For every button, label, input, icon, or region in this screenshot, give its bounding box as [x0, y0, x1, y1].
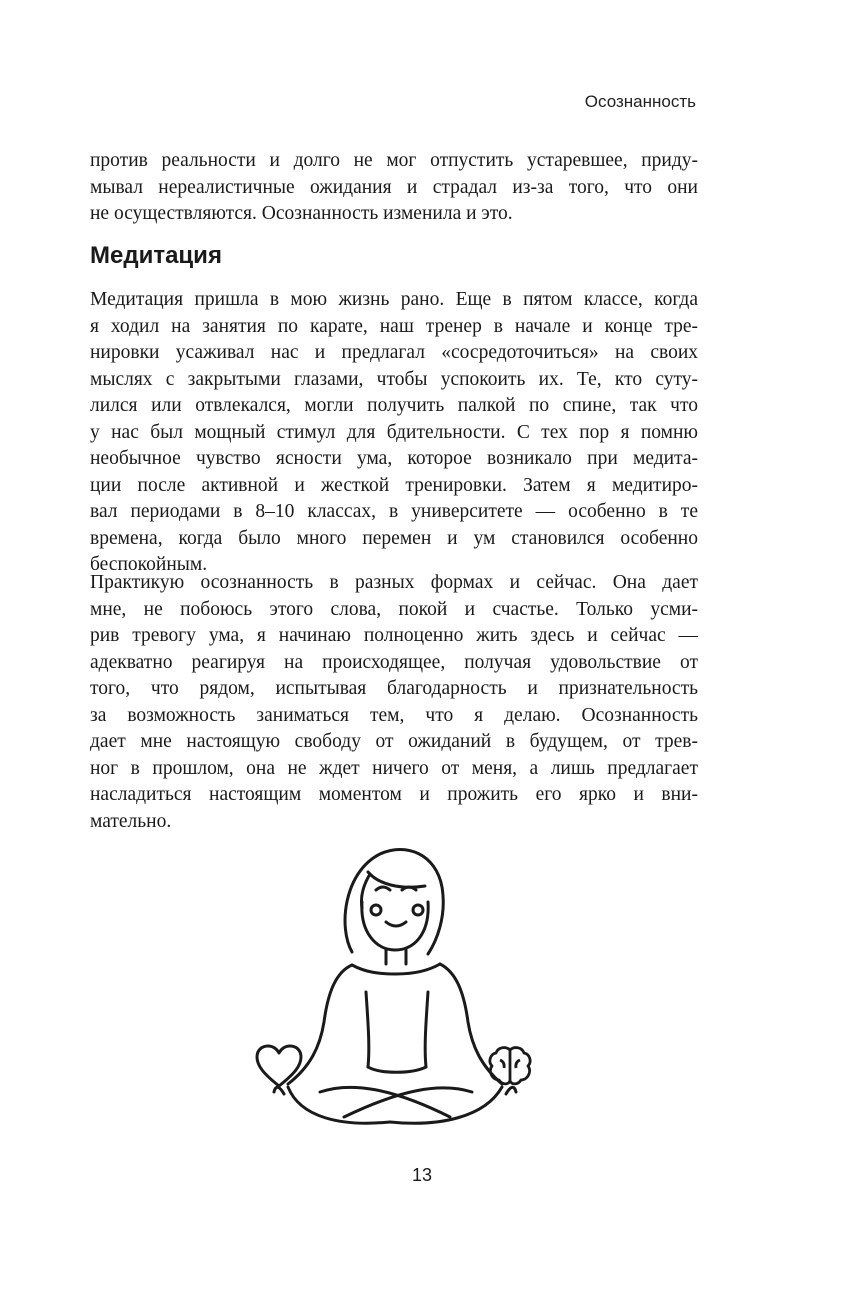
text-line: того, что рядом, испытывая благодарность и признательность: [90, 678, 698, 699]
text-line: мывал нереалистичные ожидания и страдал из-за того, что они: [90, 176, 698, 198]
text-line: мне, не побоюсь этого слова, покой и счастье. Только усми-: [90, 598, 698, 620]
intro-paragraph: [90, 148, 698, 228]
text-line: насладиться настоящим моментом и прожить его ярко и вни-: [90, 784, 698, 805]
text-line: адекватно реагируя на происходящее, получая удовольствие от: [90, 651, 698, 673]
meditating-woman-icon: [240, 832, 540, 1137]
page-number: 13: [411, 1165, 433, 1185]
text-line: ции после активной и жесткой тренировки. Затем я медитиро-: [90, 474, 698, 496]
paragraph-1: [90, 287, 698, 579]
text-line: беспокойным.: [90, 554, 208, 575]
running-head: Осознанность: [584, 92, 696, 111]
paragraph-2: [90, 570, 698, 835]
text-line: дает мне настоящую свободу от ожиданий в будущем, от трев-: [90, 731, 698, 752]
text-line: за возможность заниматься тем, что я делаю. Осознанность: [90, 704, 698, 726]
text-line: мательно.: [90, 810, 172, 832]
text-line: я ходил на занятия по карате, наш тренер в начале и конце тре-: [90, 315, 698, 337]
text-line: рив тревогу ума, я начинаю полноценно жить здесь и сейчас —: [90, 625, 698, 646]
text-line: Медитация пришла в мою жизнь рано. Еще в пятом классе, когда: [90, 289, 698, 310]
text-line: времена, когда было много перемен и ум становился особенно: [90, 527, 698, 549]
text-line: лился или отвлекался, могли получить палкой по спине, так что: [90, 395, 698, 416]
brain-icon: [486, 1044, 534, 1088]
text-line: вал периодами в 8–10 классах, в университете — особенно в те: [90, 501, 698, 522]
text-line: ног в прошлом, она не ждет ничего от меня, а лишь предлагает: [90, 757, 698, 779]
section-title: Медитация: [90, 242, 222, 269]
text-line: против реальности и долго не мог отпустить устаревшее, приду-: [90, 150, 698, 171]
text-line: не осуществляются. Осознанность изменила и это.: [90, 203, 513, 224]
heart-icon: [254, 1042, 304, 1092]
text-line: нировки усаживал нас и предлагал «сосредоточиться» на своих: [90, 342, 698, 363]
text-line: Практикую осознанность в разных формах и сейчас. Она дает: [90, 572, 698, 593]
text-line: необычное чувство ясности ума, которое возникало при медита-: [90, 448, 698, 469]
text-line: у нас был мощный стимул для бдительности. С тех пор я помню: [90, 421, 698, 443]
text-line: мыслях с закрытыми глазами, чтобы успокоить их. Те, кто суту-: [90, 368, 698, 390]
